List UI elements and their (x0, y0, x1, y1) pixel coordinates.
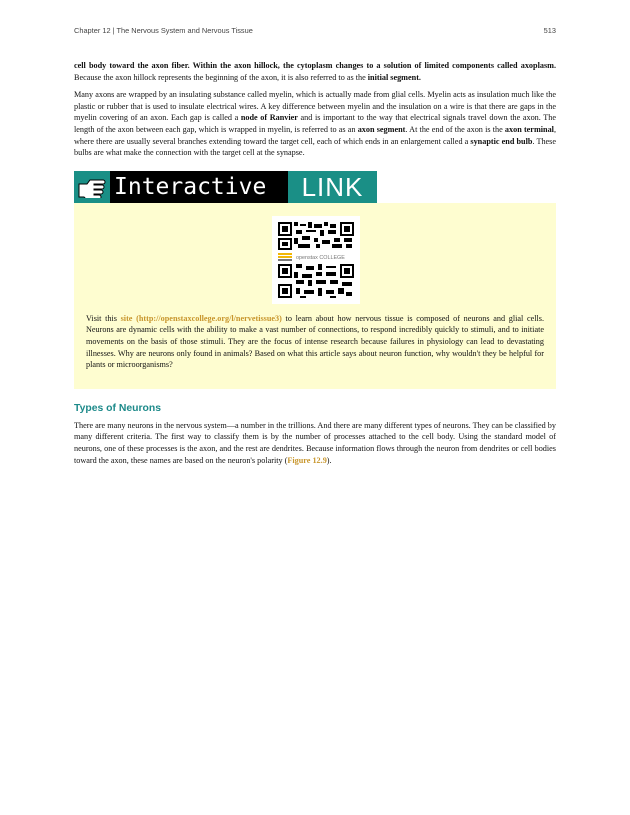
link-intro-text: Visit this (86, 313, 121, 323)
paragraph-text: Because the axon hillock represents the beginning of the axon, it is also referred to as the (74, 72, 368, 82)
figure-reference-link[interactable]: Figure 12.9 (287, 455, 327, 465)
page-content (74, 60, 556, 472)
term-synaptic-end-bulb: synaptic end bulb (470, 136, 533, 146)
section-heading-types-of-neurons: Types of Neurons (74, 402, 161, 414)
paragraph-text: . At the end of the axon is the (405, 124, 505, 134)
paragraph-text: , where there are usually several branches extending toward the target cell, each of which ends in an enlargement called a (74, 124, 557, 146)
paragraph-axon-hillock (74, 60, 556, 83)
banner-word-interactive: Interactive (110, 171, 288, 203)
term-axon-segment: axon segment (357, 124, 406, 134)
paragraph-text: There are many neurons in the nervous system—a number in the trillions. And there are many different types of neurons. They can be classified by many different criteria. The first way to classify them is by the number of processes attached to the cell body. Using the standard model of neurons, one of these processes is the axon, and the rest are dendrites. Because information flows through the neuron from dendrites or cell bodies toward the axon, these names are based on the neuron's polarity ( (74, 420, 556, 465)
pointing-hand-icon (74, 171, 110, 203)
term-axon-terminal: axon terminal (504, 124, 554, 134)
paragraph-text: ). (326, 455, 332, 465)
paragraph-text: and is important to the way that electrical signals travel down the axon. The length of the axon between each gap, which is wrapped in myelin, is referred to as an (74, 113, 557, 134)
chapter-title: Chapter 12 | The Nervous System and Nervous Tissue (74, 26, 253, 35)
qr-code[interactable] (272, 216, 360, 304)
bold-term: cell body toward the axon fiber. Within the axon hillock, the cytoplasm changes to a solution of limited components called (74, 61, 521, 70)
term-initial-segment: initial segment. (367, 72, 421, 82)
interactive-link-text (86, 313, 544, 371)
paragraph-text: . These bulbs are what make the connection with the target cell at the synapse. (74, 136, 557, 158)
qr-logo-text: openstax COLLEGE (296, 254, 345, 261)
interactive-link-banner (74, 171, 377, 203)
term-node-of-ranvier: node of Ranvier (240, 113, 298, 123)
openstax-site-link[interactable]: site (http://openstaxcollege.org/l/nervetissue3) (120, 313, 282, 323)
page-number: 513 (543, 26, 556, 35)
link-description-text: to learn about how nervous tissue is composed of neurons and glial cells. Neurons are dynamic cells with the ability to make a vast number of connections, to respond incredibly quickly to stimuli, and to initiate movements on the basis of those stimuli. They are the focus of intense research because failures in physiology can lead to devastating illnesses. Why are neurons only found in animals? Based on what this article says about neuron function, why wouldn't they be helpful for plants or microorganisms? (86, 313, 545, 370)
paragraph-text: Many axons are wrapped by an insulating substance called myelin, which is actually made from glial cells. Myelin acts as insulation much like the plastic or rubber that is used to insulate electrical wires. A key difference between myelin and the insulation on a wire is that there are gaps in the myelin covering of an axon. Each gap is called a (74, 90, 556, 123)
term-axoplasm: axoplasm. (520, 61, 556, 70)
interactive-link-box (74, 203, 556, 389)
banner-word-link: LINK (288, 171, 377, 203)
paragraph-types-of-neurons (74, 420, 556, 466)
paragraph-myelin (74, 89, 556, 159)
